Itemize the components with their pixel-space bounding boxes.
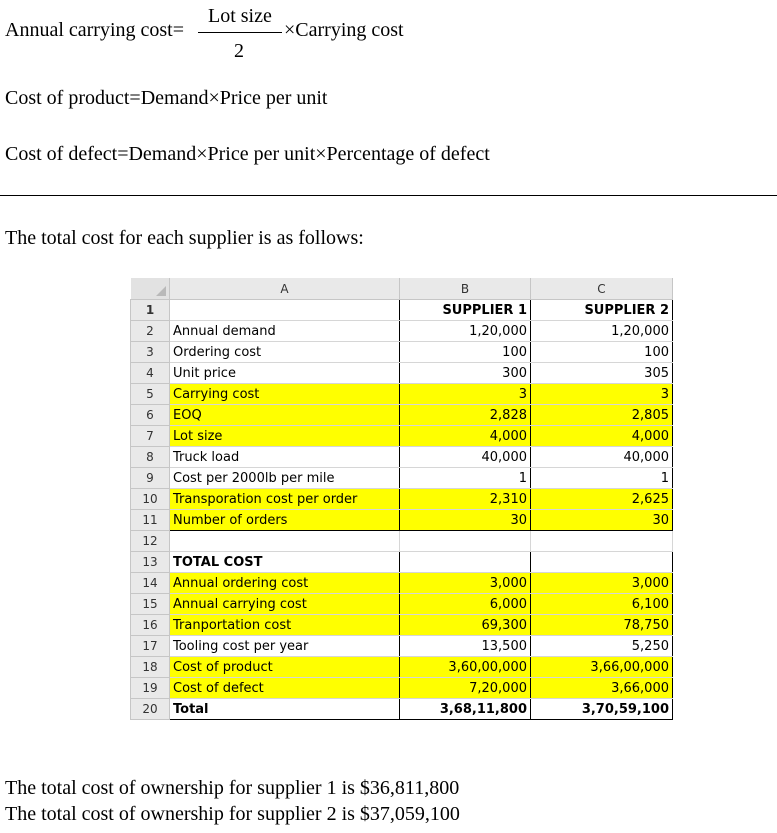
table-row [131,468,673,489]
row-number[interactable]: 17 [131,636,170,657]
row-number[interactable]: 5 [131,384,170,405]
cell-label[interactable]: Tranportation cost [170,615,400,636]
table-row [131,342,673,363]
table-row [131,510,673,531]
cell-supplier-2[interactable]: 1,20,000 [531,321,673,342]
row-number[interactable]: 7 [131,426,170,447]
table-row [131,426,673,447]
cell-supplier-2[interactable]: 1 [531,468,673,489]
row-number[interactable]: 13 [131,552,170,573]
cell-supplier-1[interactable]: 1,20,000 [400,321,531,342]
column-header-b[interactable]: B [400,278,531,300]
table-row [131,489,673,510]
product-formula: Cost of product=Demand×Price per unit [5,87,328,109]
carrying-formula-left: Annual carrying cost= [5,19,185,41]
row-number[interactable]: 20 [131,699,170,720]
cell-supplier-1[interactable]: 4,000 [400,426,531,447]
row-number[interactable]: 4 [131,363,170,384]
cell-label[interactable]: Carrying cost [170,384,400,405]
cell-label[interactable]: Ordering cost [170,342,400,363]
row-number[interactable]: 18 [131,657,170,678]
cell-supplier-1[interactable]: SUPPLIER 1 [400,300,531,321]
table-row [131,531,673,552]
select-all-corner[interactable] [131,278,170,300]
defect-formula: Cost of defect=Demand×Price per unit×Percentage of defect [5,143,490,165]
cell-supplier-1[interactable]: 6,000 [400,594,531,615]
fraction-numerator: Lot size [208,5,272,27]
carrying-fraction [198,4,288,62]
cell-label[interactable]: Annual carrying cost [170,594,400,615]
table-row [131,552,673,573]
fraction-bar [198,32,282,33]
column-header-a[interactable]: A [170,278,400,300]
intro-text: The total cost for each supplier is as follows: [5,227,364,249]
row-number[interactable]: 12 [131,531,170,552]
cell-supplier-1[interactable] [400,552,531,573]
cell-supplier-2[interactable] [531,531,673,552]
table-row [131,636,673,657]
cell-label[interactable]: EOQ [170,405,400,426]
table-row [131,699,673,720]
table-row [131,615,673,636]
cell-supplier-1[interactable]: 300 [400,363,531,384]
cell-label[interactable]: Cost of product [170,657,400,678]
row-number[interactable]: 10 [131,489,170,510]
row-number[interactable]: 16 [131,615,170,636]
row-number[interactable]: 11 [131,510,170,531]
cell-supplier-1[interactable]: 3,000 [400,573,531,594]
cell-label[interactable]: Tooling cost per year [170,636,400,657]
cell-supplier-1[interactable]: 69,300 [400,615,531,636]
table-row [131,573,673,594]
cell-label[interactable]: Number of orders [170,510,400,531]
row-number[interactable]: 8 [131,447,170,468]
cell-supplier-1[interactable]: 30 [400,510,531,531]
cell-label[interactable]: Cost of defect [170,678,400,699]
cell-supplier-2[interactable]: 3 [531,384,673,405]
cell-supplier-2[interactable]: 100 [531,342,673,363]
row-number[interactable]: 1 [131,300,170,321]
row-number[interactable]: 6 [131,405,170,426]
cell-label[interactable]: TOTAL COST [170,552,400,573]
cell-supplier-2[interactable] [531,552,673,573]
cell-supplier-2[interactable]: 3,66,000 [531,678,673,699]
table-row [131,300,673,321]
row-number[interactable]: 3 [131,342,170,363]
cell-supplier-1[interactable]: 3,60,00,000 [400,657,531,678]
cell-supplier-2[interactable]: SUPPLIER 2 [531,300,673,321]
cell-supplier-2[interactable]: 3,66,00,000 [531,657,673,678]
spreadsheet [130,278,672,720]
cell-supplier-1[interactable]: 1 [400,468,531,489]
cell-supplier-2[interactable]: 3,70,59,100 [531,699,673,720]
cell-supplier-2[interactable]: 30 [531,510,673,531]
row-number[interactable]: 9 [131,468,170,489]
cell-label[interactable]: Cost per 2000lb per mile [170,468,400,489]
cell-supplier-2[interactable]: 3,000 [531,573,673,594]
cell-label[interactable]: Annual ordering cost [170,573,400,594]
cell-supplier-2[interactable]: 78,750 [531,615,673,636]
cell-supplier-1[interactable]: 7,20,000 [400,678,531,699]
cell-supplier-1[interactable]: 40,000 [400,447,531,468]
cell-supplier-1[interactable] [400,531,531,552]
table-row [131,405,673,426]
cell-supplier-1[interactable]: 13,500 [400,636,531,657]
table-row [131,363,673,384]
cell-supplier-2[interactable]: 5,250 [531,636,673,657]
row-number[interactable]: 19 [131,678,170,699]
cell-supplier-2[interactable]: 305 [531,363,673,384]
cell-label[interactable]: Annual demand [170,321,400,342]
column-header-c[interactable]: C [531,278,673,300]
cell-supplier-2[interactable]: 4,000 [531,426,673,447]
cell-label[interactable]: Total [170,699,400,720]
cell-supplier-1[interactable]: 3,68,11,800 [400,699,531,720]
section-divider [0,195,777,196]
cell-label[interactable]: Lot size [170,426,400,447]
row-number[interactable]: 14 [131,573,170,594]
cell-supplier-2[interactable]: 2,805 [531,405,673,426]
table-row [131,384,673,405]
cell-supplier-2[interactable]: 6,100 [531,594,673,615]
cell-supplier-2[interactable]: 40,000 [531,447,673,468]
cell-label[interactable]: Truck load [170,447,400,468]
table-row [131,594,673,615]
cell-supplier-1[interactable]: 2,828 [400,405,531,426]
row-number[interactable]: 2 [131,321,170,342]
table-row [131,447,673,468]
table-row [131,678,673,699]
cell-supplier-1[interactable]: 100 [400,342,531,363]
table-row [131,321,673,342]
conclusion-supplier-2: The total cost of ownership for supplier 2 is $37,059,100 [5,803,460,825]
cell-label[interactable] [170,300,400,321]
cell-label[interactable] [170,531,400,552]
conclusion-supplier-1: The total cost of ownership for supplier 1 is $36,811,800 [5,777,460,799]
cost-table [130,278,673,720]
table-row [131,657,673,678]
carrying-formula-right: ×Carrying cost [284,19,404,41]
fraction-denominator: 2 [234,40,244,62]
cell-label[interactable]: Transporation cost per order [170,489,400,510]
row-number[interactable]: 15 [131,594,170,615]
cell-supplier-1[interactable]: 2,310 [400,489,531,510]
cell-label[interactable]: Unit price [170,363,400,384]
cell-supplier-2[interactable]: 2,625 [531,489,673,510]
column-header-row [131,278,673,300]
cell-supplier-1[interactable]: 3 [400,384,531,405]
